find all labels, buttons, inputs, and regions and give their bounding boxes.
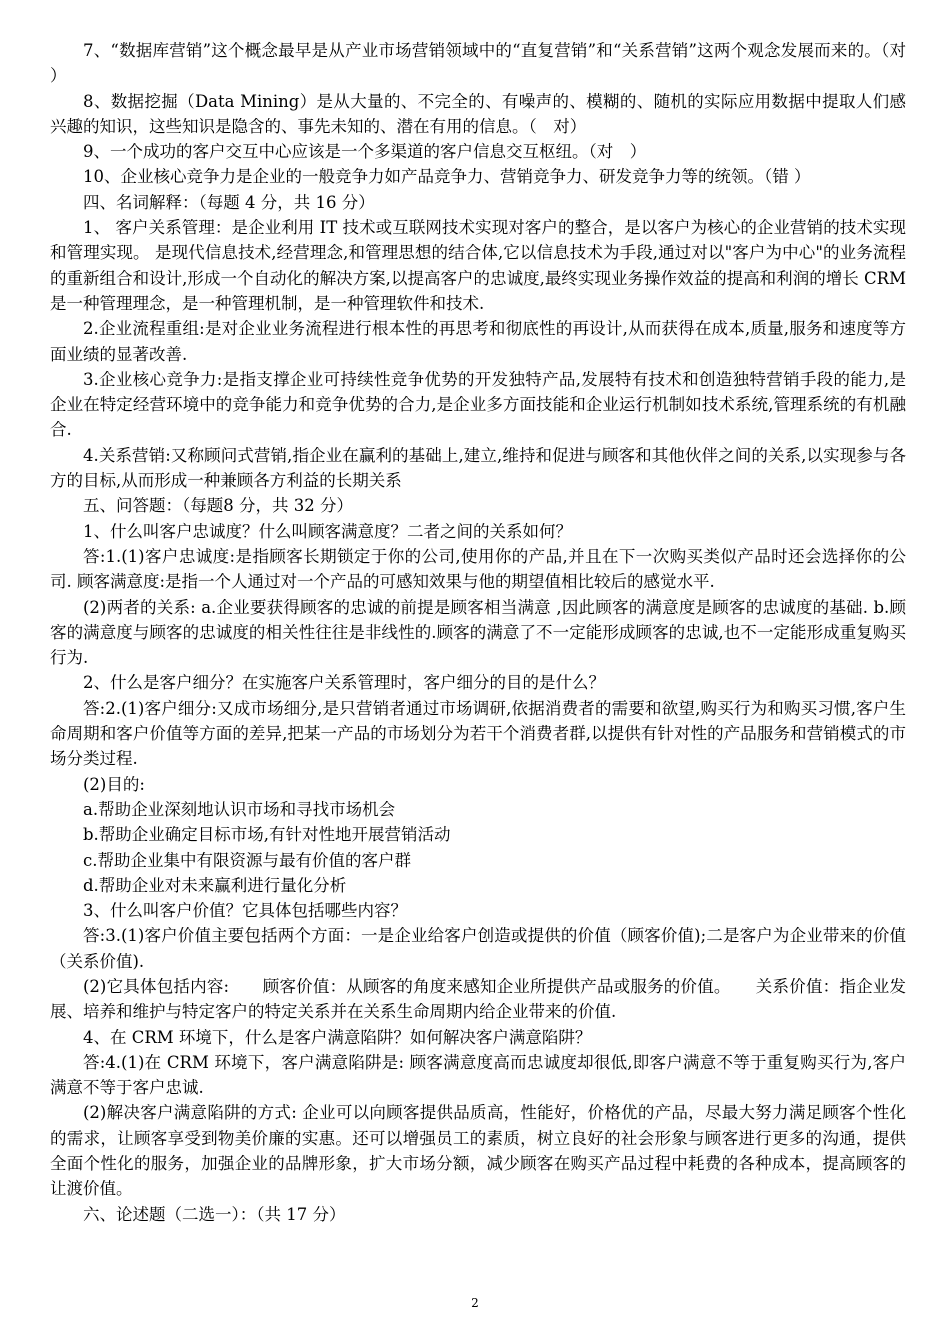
paragraph: 1、什么叫客户忠诚度？什么叫顾客满意度？二者之间的关系如何？ (83, 521, 572, 541)
page-number: 2 (471, 1296, 479, 1310)
paragraph: d.帮助企业对未来赢利进行量化分析 (83, 875, 347, 895)
paragraph: 五、问答题：（每题8 分，共 32 分） (83, 496, 353, 516)
paragraph: (2)解决客户满意陷阱的方式: 企业可以向顾客提供品质高，性能好，价格优的产品，尽最大努力满足顾客个性化的需求，让顾客享受到物美价廉的实惠。还可以增强员工的素质，树立良好的社会形象与顾客进行更多的沟通，提供全面个性化的服务，加强企业的品牌形象，扩大市场分额，减少顾客在购买产品过程中耗费的各种成本，提高顾客的让渡价值。 (50, 1103, 906, 1199)
paragraph: 4.关系营销:又称顾问式营销,指企业在赢利的基础上,建立,维持和促进与顾客和其他伙伴之间的关系,以实现参与各方的目标,从而形成一种兼顾各方利益的长期关系 (50, 445, 906, 491)
paragraph: 1、 客户关系管理：是企业利用 IT 技术或互联网技术实现对客户的整合，是以客户为核心的企业营销的技术实现和管理实现。 是现代信息技术,经营理念,和管理思想的结合体,它以信息技术为手段,通过对以"客户为中心"的业务流程的重新组合和设计,形成一个自动化的解决方案,以提高客户的忠诚度,最终实现业务操作效益的提高和利润的增长 CRM 是一种管理理念，是一种管理机制，是一种管理软件和技术. (50, 218, 906, 313)
paragraph: b.帮助企业确定目标市场,有针对性地开展营销活动 (83, 825, 451, 845)
paragraph: (2)它具体包括内容: 顾客价值：从顾客的角度来感知企业所提供产品或服务的价值。 关系价值：指企业发展、培养和维护与特定客户的特定关系并在关系生命周期内给企业带来的价值. (50, 976, 906, 1022)
paragraph: 答:2.(1)客户细分:又成市场细分,是只营销者通过市场调研,依据消费者的需要和欲望,购买行为和购买习惯,客户生命周期和客户价值等方面的差异,把某一产品的市场划分为若干个消费者群,以提供有针对性的产品服务和营销模式的市场分类过程. (50, 698, 906, 769)
paragraph: 10、企业核心竞争力是企业的一般竞争力如产品竞争力、营销竞争力、研发竞争力等的统领。（错 ） (83, 167, 811, 187)
paragraph: 8、数据挖掘（Data Mining）是从大量的、不完全的、有噪声的、模糊的、随机的实际应用数据中提取人们感兴趣的知识，这些知识是隐含的、事先未知的、潜在有用的信息。（ 对） (50, 91, 906, 136)
paragraph: 7、“数据库营销”这个概念最早是从产业市场营销领域中的“直复营销”和“关系营销”这两个观念发展而来的。（对 ） (50, 41, 906, 86)
paragraph: 4、在 CRM 环境下，什么是客户满意陷阱？如何解决客户满意陷阱？ (83, 1027, 592, 1047)
paragraph: c.帮助企业集中有限资源与最有价值的客户群 (83, 850, 411, 870)
paragraph: 四、名词解释：（每题 4 分，共 16 分） (83, 192, 375, 212)
paragraph: (2)两者的关系: a.企业要获得顾客的忠诚的前提是顾客相当满意 ,因此顾客的满意度是顾客的忠诚度的基础. b.顾客的满意度与顾客的忠诚度的相关性往往是非线性的.顾客的满意了不一定能形成顾客的忠诚,也不一定能形成重复购买行为. (50, 597, 906, 668)
paragraph: 3、什么叫客户价值？它具体包括哪些内容？ (83, 901, 407, 921)
paragraph: (2)目的: (83, 774, 145, 794)
paragraph: 答:1.(1)客户忠诚度:是指顾客长期锁定于你的公司,使用你的产品,并且在下一次购买类似产品时还会选择你的公司. 顾客满意度:是指一个人通过对一个产品的可感知效果与他的期望值相比较后的感觉水平. (50, 546, 906, 592)
paragraph: 2.企业流程重组:是对企业业务流程进行根本性的再思考和彻底性的再设计,从而获得在成本,质量,服务和速度等方面业绩的显著改善. (50, 319, 906, 364)
paragraph: 9、一个成功的客户交互中心应该是一个多渠道的客户信息交互枢纽。（对 ） (83, 142, 647, 162)
paragraph: a.帮助企业深刻地认识市场和寻找市场机会 (83, 799, 396, 819)
paragraph: 六、论述题（二选一）：（共 17 分） (83, 1204, 346, 1224)
document-body (50, 38, 906, 1227)
paragraph: 答:4.(1)在 CRM 环境下，客户满意陷阱是: 顾客满意度高而忠诚度却很低,即客户满意不等于重复购买行为,客户满意不等于客户忠诚. (50, 1052, 906, 1098)
paragraph: 2、什么是客户细分？在实施客户关系管理时，客户细分的目的是什么？ (83, 673, 605, 693)
paragraph: 3.企业核心竞争力:是指支撑企业可持续性竞争优势的开发独特产品,发展特有技术和创造独特营销手段的能力,是企业在特定经营环境中的竞争能力和竞争优势的合力,是企业多方面技能和企业运行机制如技术系统,管理系统的有机融合. (50, 369, 906, 440)
paragraph: 答:3.(1)客户价值主要包括两个方面：一是企业给客户创造或提供的价值（顾客价值);二是客户为企业带来的价值（关系价值). (50, 926, 906, 971)
